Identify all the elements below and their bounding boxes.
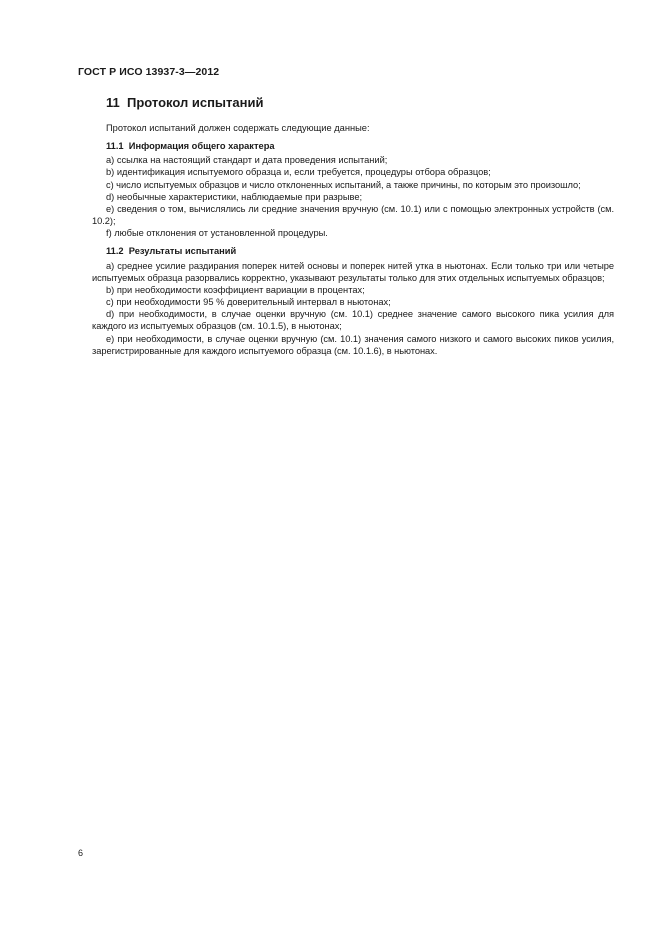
list-item: b) при необходимости коэффициент вариации в процентах;: [106, 284, 365, 295]
list-item: f) любые отклонения от установленной процедуры.: [106, 228, 328, 239]
list-item: d) необычные характеристики, наблюдаемые при разрыве;: [106, 191, 363, 202]
list-item: a) среднее усилие раздирания поперек нитей основы и поперек нитей утка в ньютонах. Если только три или четыре испытуемых образца разорвались корректно, указывают результаты только для этих отдельных испытуемых образцов;: [92, 260, 614, 283]
subsection-1-title: Информация общего характера: [128, 141, 275, 152]
section-number: 11: [106, 95, 120, 110]
list-item: a) ссылка на настоящий стандарт и дата проведения испытаний;: [106, 155, 388, 166]
list-item: b) идентификация испытуемого образца и, если требуется, процедуры отбора образцов;: [106, 167, 491, 178]
subsection-1-number: 11.1: [106, 141, 124, 152]
section-title-text: Протокол испытаний: [126, 95, 264, 110]
list-item: c) число испытуемых образцов и число отклоненных испытаний, а также причины, по которым это произошло;: [106, 179, 581, 190]
list-item: e) при необходимости, в случае оценки вручную (см. 10.1) значения самого низкого и самого высоких пиков усилия, зарегистрированные для каждого испытуемого образца (см. 10.1.6), в ньютонах.: [92, 333, 614, 356]
subsection-1-heading: [92, 140, 614, 152]
list-item: e) сведения о том, вычислялись ли средние значения вручную (см. 10.1) или с помощью электронных устройств (см. 10.2);: [92, 203, 614, 227]
section-title: [106, 95, 263, 110]
document-header: ГОСТ Р ИСО 13937-3—2012: [78, 66, 220, 78]
subsection-2-heading: [92, 245, 614, 257]
document-body: [92, 119, 614, 357]
list-item: c) при необходимости 95 % доверительный интервал в ньютонах;: [106, 297, 391, 308]
subsection-2-number: 11.2: [106, 246, 124, 257]
section-intro: Протокол испытаний должен содержать следующие данные:: [106, 123, 370, 133]
subsection-2-title: Результаты испытаний: [128, 246, 237, 257]
page-number: 6: [78, 848, 84, 858]
list-item: d) при необходимости, в случае оценки вручную (см. 10.1) среднее значение самого высокого пика усилия для каждого из испытуемых образцов (см. 10.1.5), в ньютонах;: [92, 309, 614, 332]
